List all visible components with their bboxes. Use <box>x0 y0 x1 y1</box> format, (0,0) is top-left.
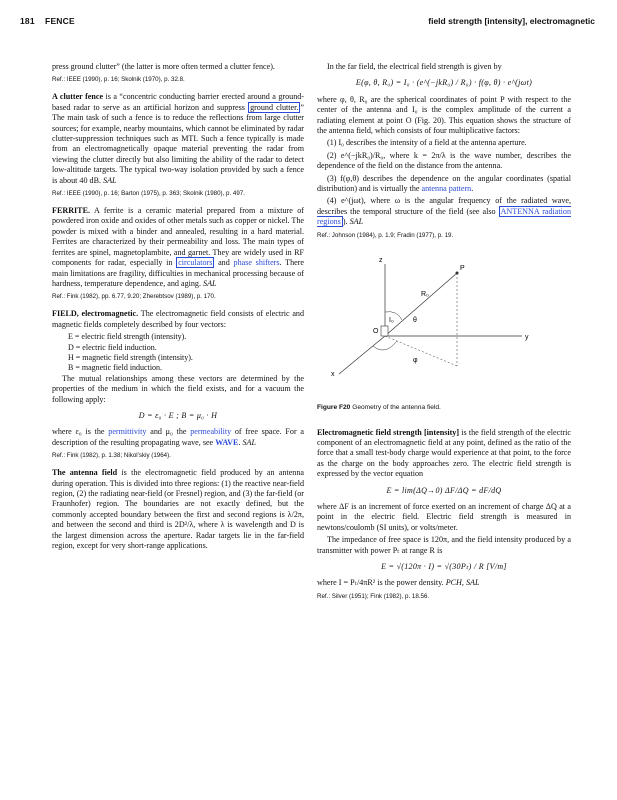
link-permeability[interactable]: permeability <box>190 427 232 437</box>
point-p <box>456 271 459 274</box>
equation-vacuum: D = ε₀ · E ; B = μ₀ · H <box>138 410 218 420</box>
paragraph: where I = Pₜ/4πR² is the power density. PCH, SAL <box>317 578 480 588</box>
reference: Ref.: Silver (1951); Fink (1982), p. 18.56. <box>317 592 430 600</box>
author: SAL <box>103 175 117 185</box>
paragraph: (2) e^(−jkR₀)/R₀, where k = 2π/λ is the wave number, describes the dependence of the field on the distance from the antenna. <box>317 150 571 171</box>
label-x: x <box>331 370 335 378</box>
author: SAL <box>242 437 256 447</box>
equation-field-strength: E = lim(ΔQ→0) ΔF/ΔQ = dF/dQ <box>386 485 502 495</box>
paragraph: press ground clutter” (the latter is more often termed a clutter fence). <box>52 62 275 71</box>
link-phase-shifters[interactable]: phase shifters <box>233 258 280 268</box>
paragraph: (4) e^(jωt), where ω is the angular frequency of the radiated wave, describes the temporal structure of the field (see also ANTENNA radiation regions ). SAL <box>317 196 571 227</box>
reference: Ref.: Fink (1982), p. 1.38; Nikol’skiy (1964). <box>52 452 171 460</box>
phi-arc <box>373 341 397 350</box>
equation-far-field: E(φ, θ, R₀) = I₀ · (e^(−jkR₀) / R₀) · f(φ, θ) · e^(jωt) <box>355 78 533 88</box>
paragraph: The impedance of free space is 120π, and the field intensity produced by a transmitter with power Pₜ at range R is <box>317 535 571 555</box>
link-antenna-pattern[interactable]: antenna pattern <box>421 184 472 194</box>
entry-term: FERRITE. <box>52 206 91 216</box>
paragraph: where φ, θ, R₀ are the spherical coordinates of point P with respect to the center of the antenna and I₀ is the complex amplitude of the current a radiating element at point O (Fig. 20). This equation shows the structure of the antenna field, which consists of four multiplicative factors: <box>317 94 571 136</box>
antenna-element <box>381 326 388 336</box>
projection-line <box>385 336 457 366</box>
label-z: z <box>379 256 383 264</box>
vector-item: D = electric field induction. <box>68 342 157 352</box>
reference: Ref.: Fink (1982), pp. 6.77, 9.20; Zherebtsov (1989), p. 170. <box>52 293 216 301</box>
figure-caption: Figure F20 Geometry of the antenna field. <box>317 404 441 412</box>
link-permittivity[interactable]: permittivity <box>108 427 147 437</box>
label-phi: φ <box>413 356 418 364</box>
label-o: O <box>373 327 379 335</box>
field-entry: FIELD, electromagnetic. The electromagnetic field consists of electric and magnetic fields completely described by four vectors: <box>52 309 304 329</box>
label-i0: I₀ <box>389 316 394 324</box>
running-title: field strength [intensity], electromagnetic <box>428 16 595 26</box>
entry-term: Electromagnetic field strength [intensity] <box>317 427 460 437</box>
paragraph: (1) I₀ describes the intensity of a field at the antenna aperture. <box>327 138 527 148</box>
clutter-fence-entry: A clutter fence is a “concentric conducting barrier erected around a ground-based radar to serve as an artificial horizon and suppress ground clutter. ” The main task of such a fence is to reduce the reflections from large clutter sources; for example, nearby mountains, which cannot be eliminated by radar clutter-suppression techniques such as MTI. Such a fence typically is made from an electromagnetically opaque material preventing the radar from viewing the clutter directly but also limiting the ability of the radar to detect low-altitude targets. The typical two-way isolation provided by such a fence is about 40 dB. SAL <box>52 92 304 185</box>
paragraph: where ΔF is an increment of force exerted on an increment of charge ΔQ at a point in the electric field. Electric field strength is measured in newtons/coulomb (SI units), or volts/meter. <box>317 501 571 532</box>
link-circulators[interactable]: circulators <box>178 258 213 268</box>
right-column <box>317 62 571 609</box>
entry-term: The antenna field <box>52 468 118 478</box>
link-antenna-radiation-regions[interactable]: ANTENNA radiation regions <box>317 206 571 227</box>
author: SAL <box>203 278 217 288</box>
label-y: y <box>525 333 529 341</box>
field-strength-entry: Electromagnetic field strength [intensity] is the field strength of the electric component of an electromagnetic field at any point, defined as the ratio of the force that a small test-body charge would experience at that point, to the force as the charge on the body approaches zero. The electric field strength is expressed by the vector equation <box>317 427 571 479</box>
equation-field-intensity: E = √(120π · I) = √(30Pₜ) / R [V/m] <box>381 561 507 571</box>
entry-term: A clutter fence <box>52 92 104 102</box>
paragraph: (3) f(φ,θ) describes the dependence on the angular coordinates (spatial distribution) and is virtually the antenna pattern. <box>317 173 571 194</box>
vector-item: B = magnetic field induction. <box>68 363 163 373</box>
vector-item: E = electric field strength (intensity). <box>68 332 187 342</box>
label-p: P <box>460 264 465 272</box>
vector-item: H = magnetic field strength (intensity). <box>68 352 193 362</box>
paragraph: where ε₀ is the permittivity and μ₀ the permeability of free space. For a description of the resulting propagating wave, see WAVE. SAL <box>52 427 304 447</box>
r0-vector <box>385 273 457 336</box>
paragraph: The mutual relationships among these vectors are determined by the properties of the medium in which the field exists, and for a vacuum the following apply: <box>52 373 304 404</box>
page-header-left <box>20 16 75 26</box>
author: PCH, SAL <box>445 578 480 588</box>
ferrite-entry: FERRITE. A ferrite is a ceramic material prepared from a mixture of powdered iron oxide and oxides of other metals such as copper or nickel. The powder is mixed with a binder and annealed, resulting in a hard material. Ferrites are characterized by their permeability and loss. The main types of ferrites are spinel, magnetoplambite, and garnet. They are widely used in RF components for radar, especially in circulators and phase shifters. There main limitations are fragility, difficulties in mechanical processing because of hardness, temperature dependence, and aging. SAL <box>52 206 304 288</box>
paragraph: In the far field, the electrical field strength is given by <box>327 62 502 71</box>
antenna-geometry-figure <box>317 248 571 396</box>
label-theta: θ <box>413 316 417 324</box>
reference: Ref.: IEEE (1990), p. 16; Skolnik (1970), p. 32.8. <box>52 76 185 84</box>
link-wave[interactable]: WAVE <box>215 437 239 447</box>
x-axis <box>339 336 385 374</box>
label-r0: R₀ <box>421 290 429 298</box>
antenna-field-entry: The antenna field is the electromagnetic field produced by an antenna during operation. This is divided into three regions: (1) the reactive near-field region, (2) the radiating near-field (or Fresnel) region, and (3) the far-field (or Fraunhofer) region. The boundaries are not exactly defined, but the commonly accepted boundary between the first and second regions is λ/2π, and between the second and third is 2D²/λ, where λ is wavelength and D is the largest dimension across the aperture. Radar targets lie in the far-field region, except for very short-range applications. <box>52 468 304 551</box>
section-title: FENCE <box>45 16 75 26</box>
reference: Ref.: Johnson (1984), p. 1.9; Fradin (1977), p. 19. <box>317 231 454 239</box>
entry-term: FIELD, electromagnetic. <box>52 309 139 319</box>
link-ground-clutter[interactable]: ground clutter. <box>250 102 299 112</box>
page-number: 181 <box>20 16 35 26</box>
figure-label: Figure F20 <box>317 404 351 412</box>
author: SAL <box>349 217 364 227</box>
left-column <box>52 62 304 553</box>
reference: Ref.: IEEE (1990), p. 16; Barton (1975), p. 363; Skolnik (1980), p. 497. <box>52 190 245 198</box>
